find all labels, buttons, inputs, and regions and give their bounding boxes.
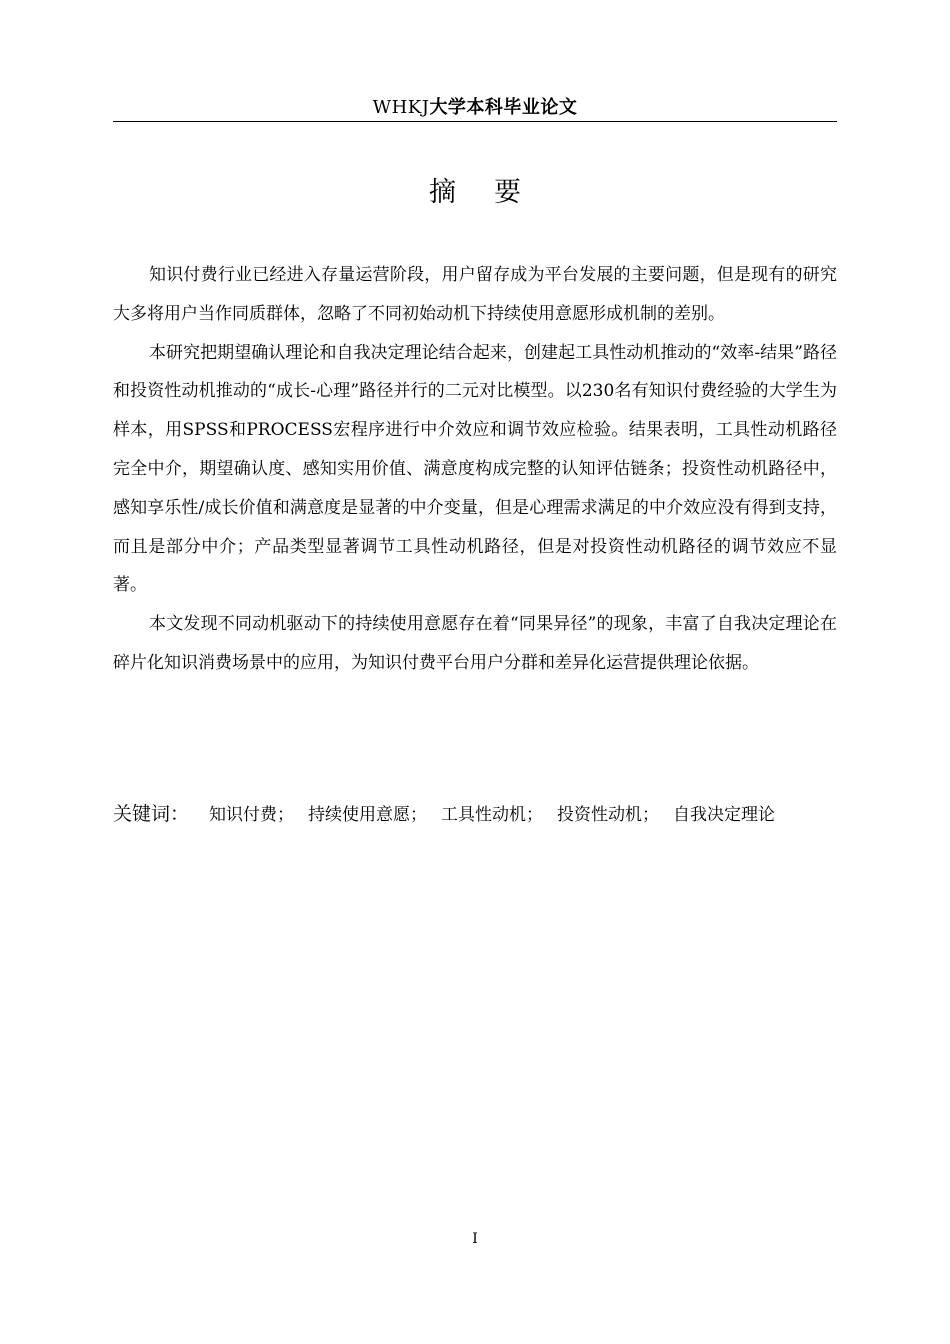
keyword-item: 持续使用意愿；: [308, 805, 428, 825]
keywords-line: [113, 797, 837, 832]
abstract-paragraph-1: 知识付费行业已经进入存量运营阶段，用户留存成为平台发展的主要问题，但是现有的研究大多将用户当作同质群体，忽略了不同初始动机下持续使用意愿形成机制的差别。: [113, 265, 837, 324]
page-number: I: [472, 1231, 478, 1247]
keyword-item: 工具性动机；: [441, 805, 544, 825]
keyword-item: 自我决定理论: [673, 805, 776, 825]
running-header: [113, 94, 837, 121]
keyword-item: 投资性动机；: [557, 805, 660, 825]
abstract-body: [113, 256, 837, 683]
header-code: WHKJ: [372, 97, 430, 118]
header-divider: [113, 121, 837, 122]
keyword-item: 知识付费；: [209, 805, 295, 825]
abstract-paragraph-2: 本研究把期望确认理论和自我决定理论结合起来，创建起工具性动机推动的“效率-结果”路径和投资性动机推动的“成长-心理”路径并行的二元对比模型。以230名有知识付费经验的大学生为样本，用SPSS和PROCESS宏程序进行中介效应和调节效应检验。结果表明，工具性动机路径完全中介，期望确认度、感知实用价值、满意度构成完整的认知评估链条；投资性动机路径中，感知享乐性/成长价值和满意度是显著的中介变量，但是心理需求满足的中介效应没有得到支持，而且是部分中介；产品类型显著调节工具性动机路径，但是对投资性动机路径的调节效应不显著。: [113, 342, 837, 596]
keywords-label: 关键词：: [113, 803, 190, 825]
page-title: 摘要: [429, 177, 559, 208]
header-school: 大学本科毕业论文: [429, 97, 578, 118]
abstract-paragraph-3: 本文发现不同动机驱动下的持续使用意愿存在着“同果异径”的现象，丰富了自我决定理论在碎片化知识消费场景中的应用，为知识付费平台用户分群和差异化运营提供理论依据。: [113, 614, 837, 673]
